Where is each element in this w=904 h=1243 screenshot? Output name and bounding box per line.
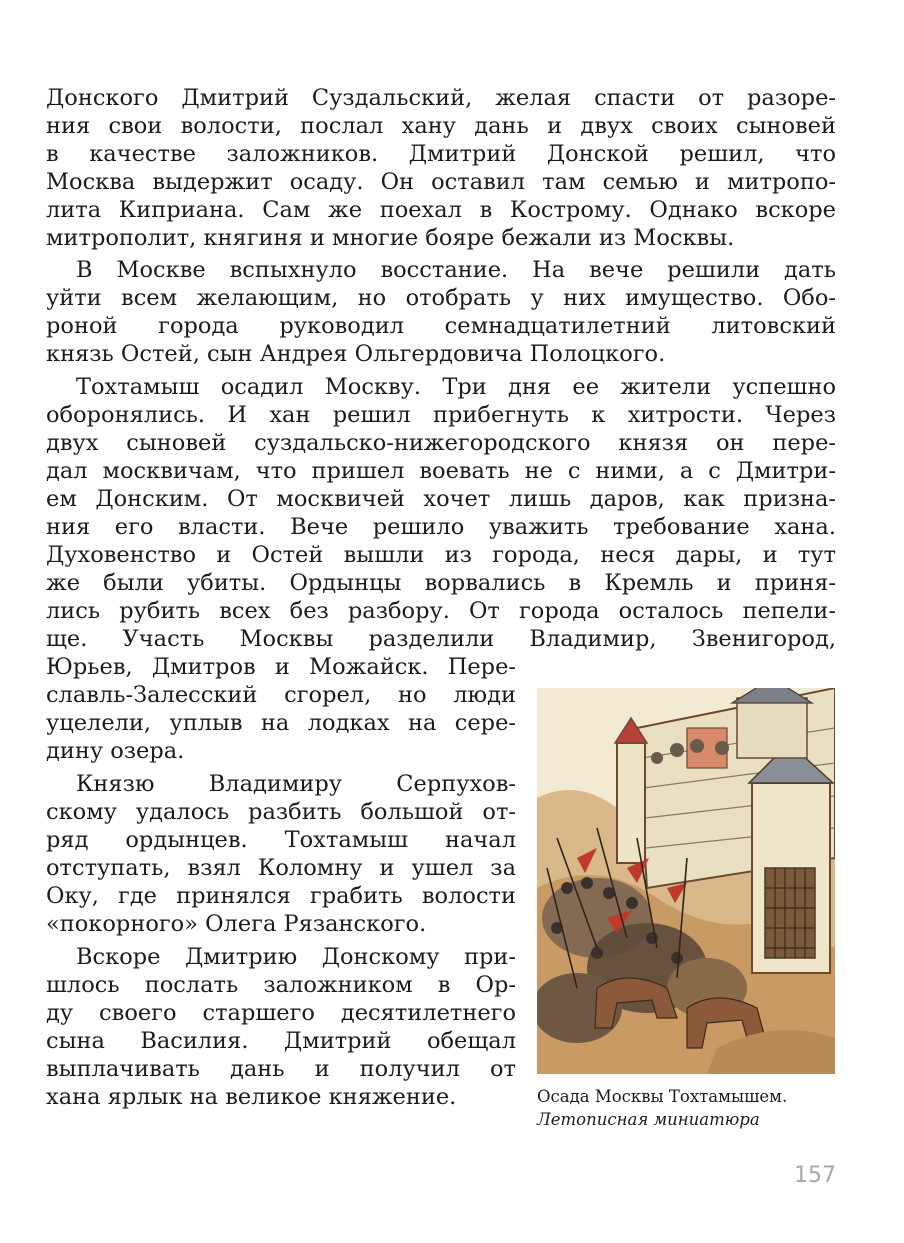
text-line: князь Остей, сын Андрея Ольгердовича Полоцкого.: [46, 341, 666, 367]
text-line: Юрьев, Дмитров и Можайск. Пере-: [46, 654, 516, 680]
text-line: дал москвичам, что пришел воевать не с ними, а с Дмитри-: [46, 458, 836, 484]
text-line: хана ярлык на великое княжение.: [46, 1084, 457, 1110]
text-line: ем Донским. От москвичей хочет лишь даров, как призна-: [46, 486, 836, 512]
text-line: дину озера.: [46, 738, 185, 764]
text-line: ще. Участь Москвы разделили Владимир, Звенигород,: [46, 626, 836, 652]
text-line: лита Киприана. Сам же поехал в Кострому. Однако вскоре: [46, 197, 836, 223]
text-line: Москва выдержит осаду. Он оставил там семью и митропо-: [46, 169, 836, 195]
text-line: ду своего старшего десятилетнего: [46, 1000, 516, 1026]
figure-caption-subtitle: Летописная миниатюра: [537, 1110, 760, 1129]
text-line: Духовенство и Остей вышли из города, неся дары, и тут: [46, 542, 836, 568]
text-line: В Москве вспыхнуло восстание. На вече решили дать: [76, 257, 836, 283]
text-line: Вскоре Дмитрию Донскому при-: [76, 944, 516, 970]
text-line: уцелели, уплыв на лодках на сере-: [46, 710, 516, 736]
text-line: же были убиты. Ордынцы ворвались в Кремль и приня-: [46, 570, 836, 596]
text-line: скому удалось разбить большой от-: [46, 799, 516, 825]
text-line: выплачивать дань и получил от: [46, 1056, 516, 1082]
text-line: «покорного» Олега Рязанского.: [46, 911, 427, 937]
text-line: лись рубить всех без разбору. От города осталось пепели-: [46, 598, 836, 624]
text-line: уйти всем желающим, но отобрать у них имущество. Обо-: [46, 285, 836, 311]
page-number: 157: [794, 1163, 836, 1188]
text-line: Донского Дмитрий Суздальский, желая спасти от разоре-: [46, 85, 836, 111]
chronicle-miniature-image: [537, 688, 835, 1074]
text-line: славль-Залесский сгорел, но люди: [46, 682, 516, 708]
text-line: сына Василия. Дмитрий обещал: [46, 1028, 516, 1054]
text-line: Князю Владимиру Серпухов-: [76, 771, 516, 797]
text-line: двух сыновей суздальско-нижегородского князя он пере-: [46, 430, 836, 456]
text-line: ряд ордынцев. Тохтамыш начал: [46, 827, 516, 853]
text-line: шлось послать заложником в Ор-: [46, 972, 516, 998]
text-line: Оку, где принялся грабить волости: [46, 883, 516, 909]
text-line: отступать, взял Коломну и ушел за: [46, 855, 516, 881]
text-line: в качестве заложников. Дмитрий Донской решил, что: [46, 141, 836, 167]
figure-caption: Осада Москвы Тохтамышем.: [537, 1087, 788, 1106]
text-line: ния его власти. Вече решило уважить требование хана.: [46, 514, 836, 540]
text-line: оборонялись. И хан решил прибегнуть к хитрости. Через: [46, 402, 836, 428]
text-line: Тохтамыш осадил Москву. Три дня ее жители успешно: [76, 374, 836, 400]
text-line: ния свои волости, послал хану дань и двух своих сыновей: [46, 113, 836, 139]
text-line: роной города руководил семнадцатилетний литовский: [46, 313, 836, 339]
text-line: митрополит, княгиня и многие бояре бежали из Москвы.: [46, 225, 735, 251]
